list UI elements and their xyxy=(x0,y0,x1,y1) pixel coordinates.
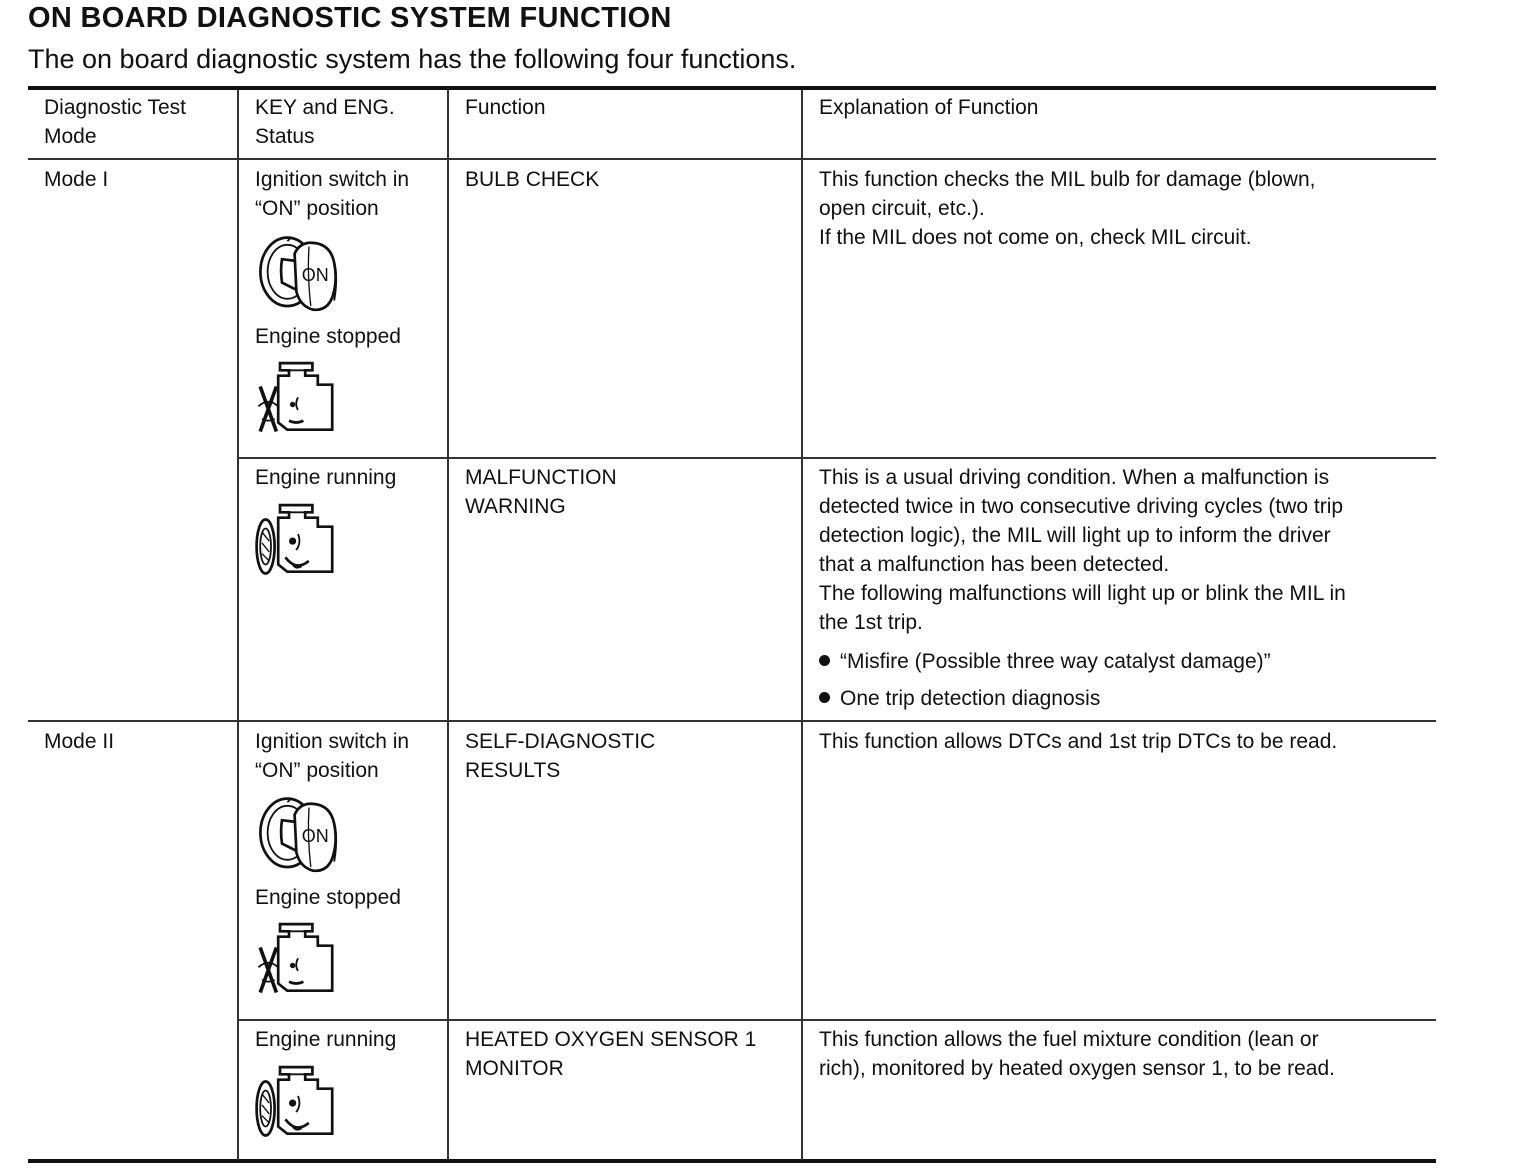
header-status-line: KEY and ENG. xyxy=(255,96,395,119)
explanation-line: This function checks the MIL bulb for damage (blown, xyxy=(819,168,1316,191)
status-cell: Engine stopped xyxy=(255,325,401,348)
bullet-text: “Misfire (Possible three way catalyst damage)” xyxy=(840,650,1271,673)
engine-stopped-icon xyxy=(253,919,343,1003)
explanation-line: This is a usual driving condition. When a malfunction is xyxy=(819,466,1330,489)
status-cell: Engine running xyxy=(255,466,397,489)
ignition-key-icon xyxy=(255,232,345,317)
function-cell xyxy=(465,1025,756,1083)
function-line: SELF-DIAGNOSTIC xyxy=(465,730,656,753)
explanation-cell xyxy=(819,165,1315,252)
mode-cell: Mode I xyxy=(44,168,109,191)
explanation-line: detected twice in two consecutive driving cycles (two trip xyxy=(819,495,1344,518)
status-line: Ignition switch in xyxy=(255,730,410,753)
header-function: Function xyxy=(465,96,546,119)
intro-text: The on board diagnostic system has the following four functions. xyxy=(28,44,797,74)
column-divider xyxy=(447,90,449,1160)
explanation-line: The following malfunctions will light up or blink the MIL in xyxy=(819,582,1346,605)
status-line: “ON” position xyxy=(255,197,379,220)
row-divider xyxy=(238,1019,1436,1021)
explanation-line: open circuit, etc.). xyxy=(819,197,985,220)
bullet-icon xyxy=(819,655,830,666)
function-line: WARNING xyxy=(465,495,566,518)
table-bottom-rule xyxy=(28,1159,1436,1163)
explanation-line: This function allows the fuel mixture condition (lean or xyxy=(819,1028,1319,1051)
key-label: ON xyxy=(301,264,329,285)
explanation-line: the 1st trip. xyxy=(819,611,923,634)
row-divider xyxy=(28,720,1436,722)
header-explanation: Explanation of Function xyxy=(819,96,1039,119)
function-cell xyxy=(465,727,655,785)
column-divider xyxy=(801,90,803,1160)
explanation-line: This function allows DTCs and 1st trip DTCs to be read. xyxy=(819,730,1338,753)
status-cell xyxy=(255,165,409,223)
function-cell: BULB CHECK xyxy=(465,168,600,191)
row-divider xyxy=(238,457,1436,459)
function-line: MALFUNCTION xyxy=(465,466,617,489)
engine-stopped-icon xyxy=(253,358,343,442)
explanation-cell xyxy=(819,727,1337,756)
header-status-line: Status xyxy=(255,125,315,148)
column-divider xyxy=(237,90,239,1160)
function-line: MONITOR xyxy=(465,1057,564,1080)
explanation-line: that a malfunction has been detected. xyxy=(819,553,1170,576)
function-cell xyxy=(465,463,617,521)
explanation-cell xyxy=(819,1025,1335,1083)
function-line: RESULTS xyxy=(465,759,561,782)
explanation-cell xyxy=(819,463,1346,637)
status-cell: Engine running xyxy=(255,1028,397,1051)
engine-running-icon xyxy=(253,1062,343,1146)
status-cell: Engine stopped xyxy=(255,886,401,909)
bullet-icon xyxy=(819,692,830,703)
engine-running-icon xyxy=(253,500,343,584)
bullet-item xyxy=(819,684,1100,713)
page-title: ON BOARD DIAGNOSTIC SYSTEM FUNCTION xyxy=(28,2,672,34)
bullet-item xyxy=(819,647,1271,676)
explanation-line: rich), monitored by heated oxygen sensor 1, to be read. xyxy=(819,1057,1335,1080)
mode-cell: Mode II xyxy=(44,730,115,753)
explanation-line: detection logic), the MIL will light up to inform the driver xyxy=(819,524,1331,547)
explanation-line: If the MIL does not come on, check MIL circuit. xyxy=(819,226,1252,249)
function-line: HEATED OXYGEN SENSOR 1 xyxy=(465,1028,757,1051)
header-status xyxy=(255,93,395,151)
bullet-text: One trip detection diagnosis xyxy=(840,687,1101,710)
status-line: “ON” position xyxy=(255,759,379,782)
header-mode xyxy=(44,93,186,151)
table-top-rule xyxy=(28,86,1436,90)
status-line: Ignition switch in xyxy=(255,168,410,191)
header-divider xyxy=(28,158,1436,160)
header-mode-line: Mode xyxy=(44,125,97,148)
ignition-key-icon xyxy=(255,793,345,878)
key-label: ON xyxy=(301,825,329,846)
header-mode-line: Diagnostic Test xyxy=(44,96,187,119)
status-cell xyxy=(255,727,409,785)
